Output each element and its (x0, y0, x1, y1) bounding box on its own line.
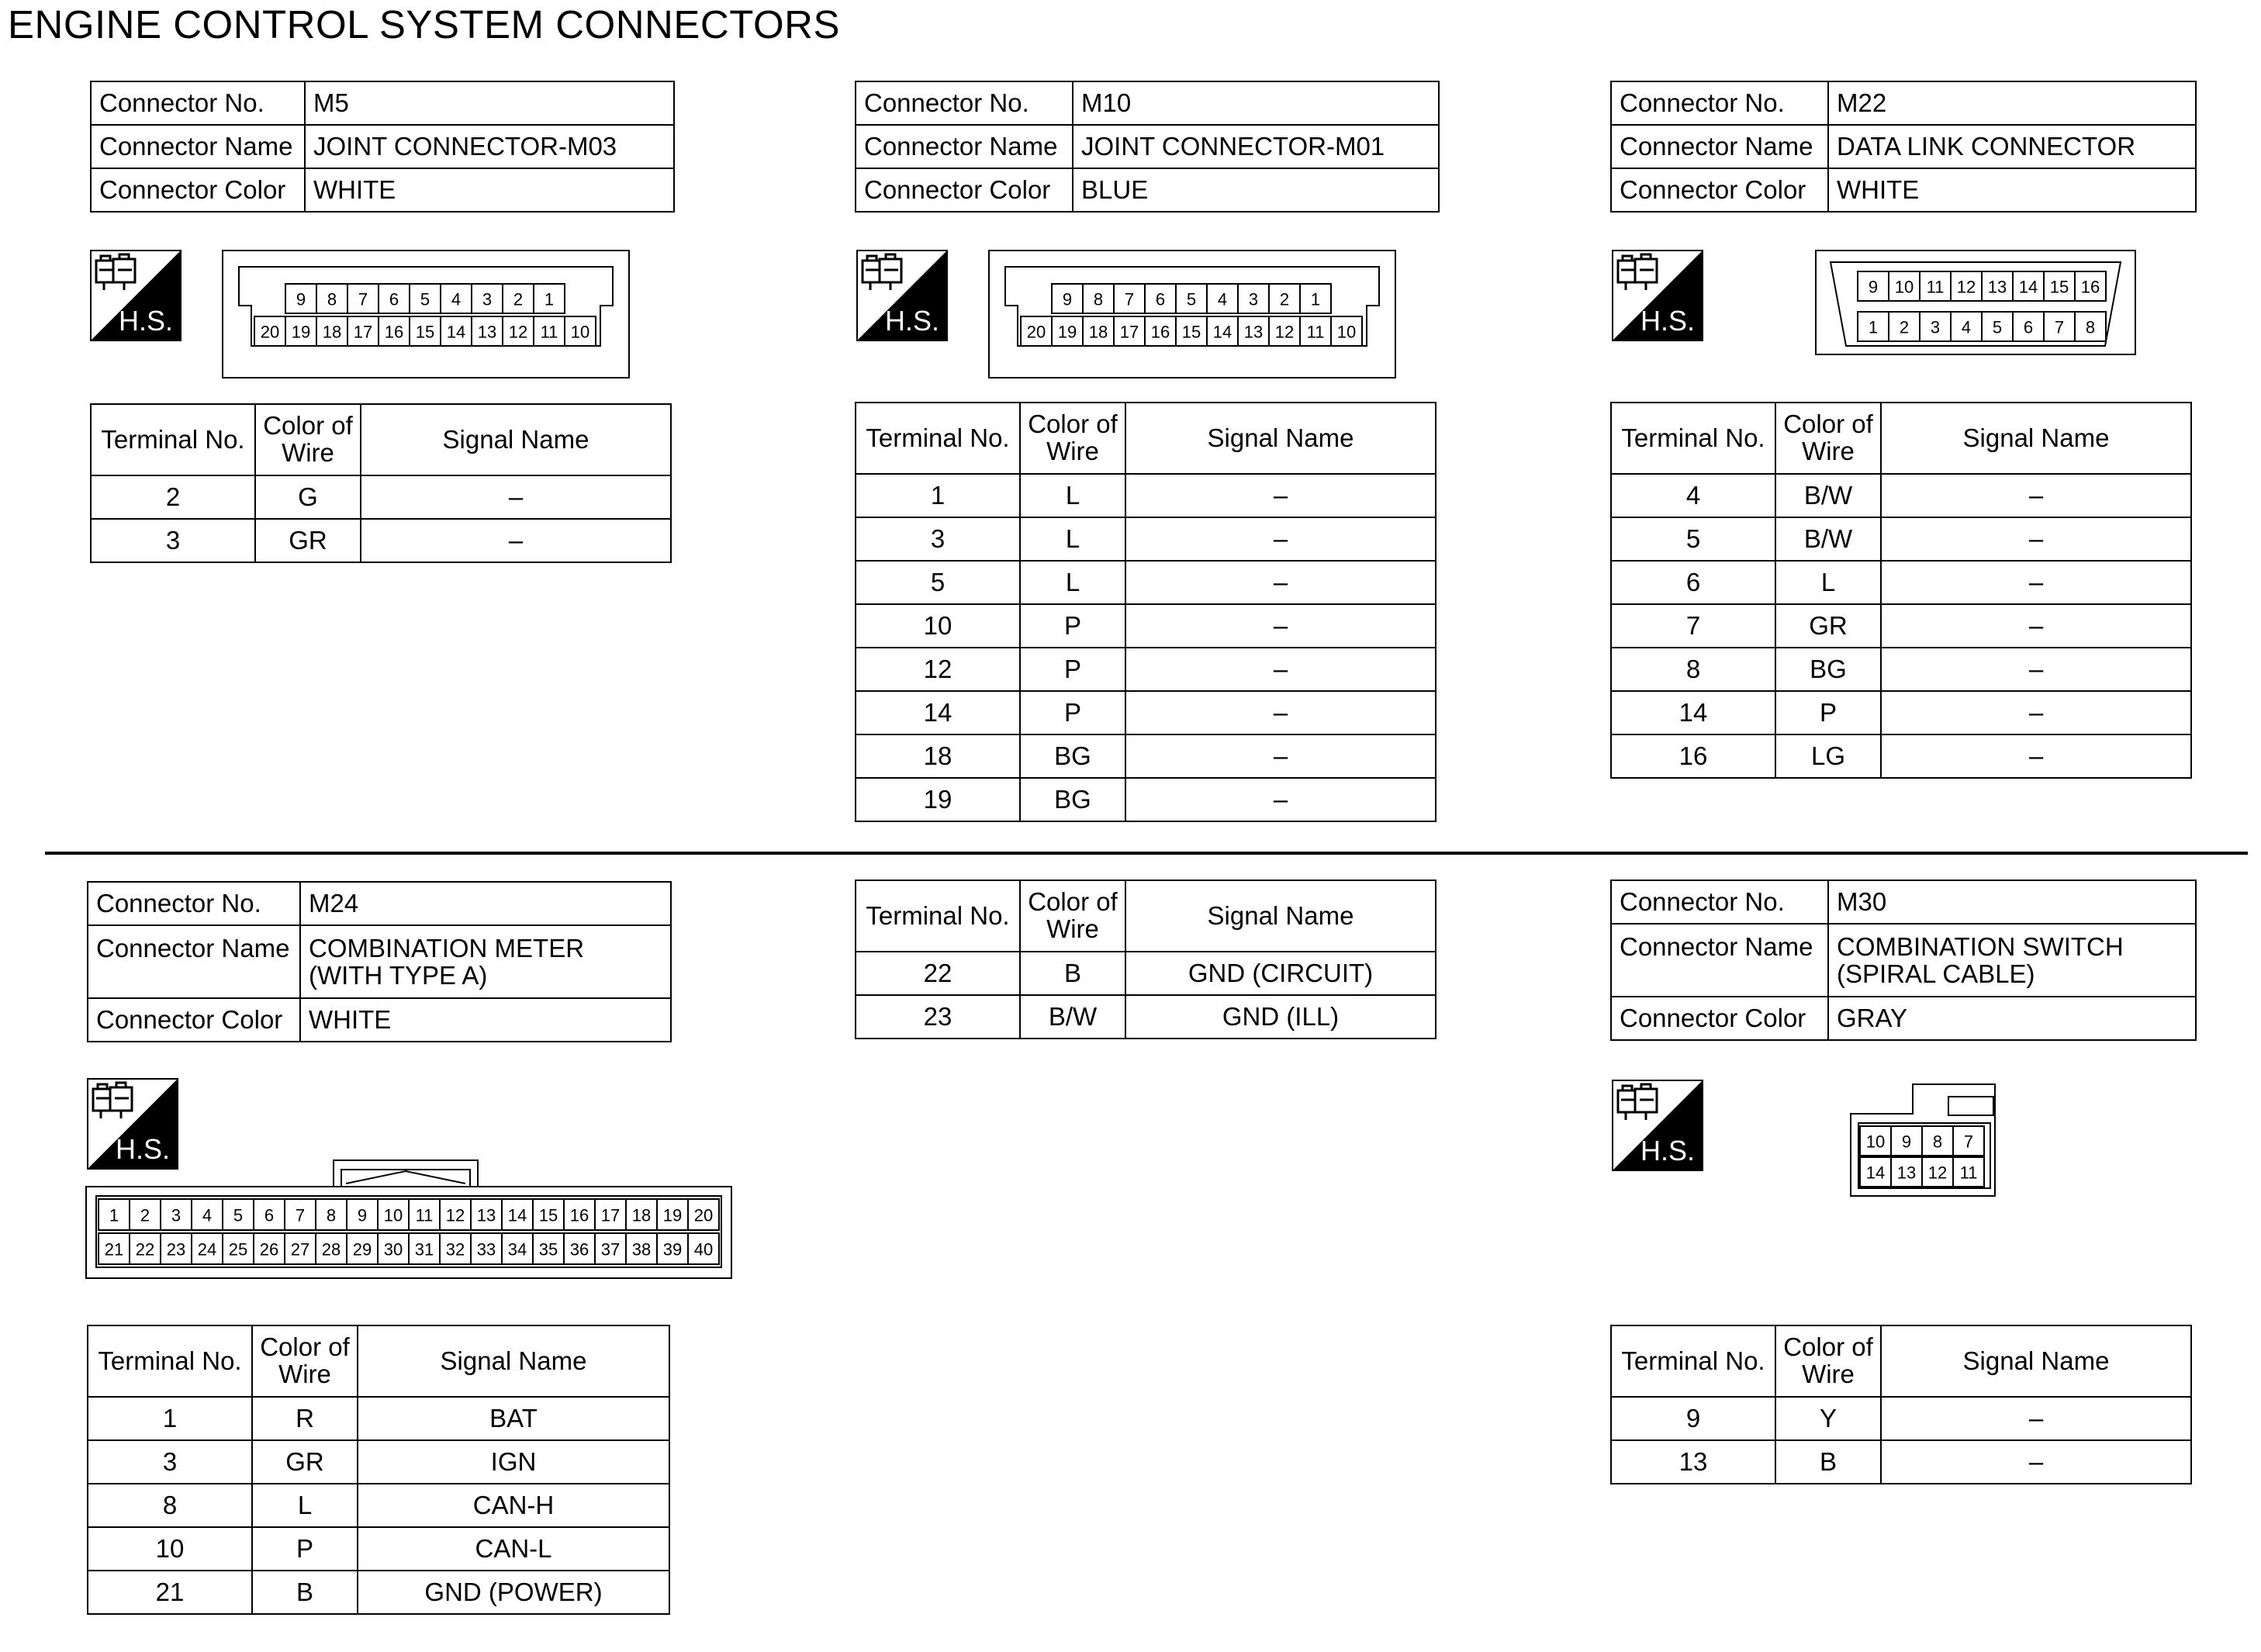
pin-number: 7 (1124, 289, 1135, 309)
terminal-number: 14 (856, 691, 1020, 734)
pin-number: 11 (1306, 322, 1325, 342)
pin-number: 16 (384, 322, 404, 342)
connector-color-value: WHITE (300, 998, 671, 1042)
wire-color: L (1020, 517, 1125, 561)
terminal-number: 3 (856, 517, 1020, 561)
pin-number: 24 (197, 1239, 217, 1260)
terminal-number: 8 (88, 1484, 252, 1527)
pin-number: 4 (1961, 317, 1972, 337)
pin-number: 16 (1150, 322, 1170, 342)
header-terminal-no: Terminal No. (856, 880, 1020, 952)
wire-color: L (252, 1484, 358, 1527)
pin-number: 1 (1868, 317, 1879, 337)
pin-number: 30 (383, 1239, 403, 1260)
connector-face-m5 (222, 250, 630, 378)
pin-number: 36 (569, 1239, 589, 1260)
pin-number: 19 (291, 322, 311, 342)
pin-number: 14 (2018, 277, 2038, 297)
pin-number: 15 (538, 1205, 558, 1225)
terminal-number: 18 (856, 734, 1020, 778)
pin-number: 5 (1992, 317, 2003, 337)
pin-number: 20 (260, 322, 280, 342)
terminal-number: 1 (88, 1397, 252, 1440)
label-connector-no: Connector No. (1611, 880, 1828, 924)
wire-color: B (252, 1571, 358, 1614)
connector-no-value: M22 (1828, 81, 2196, 125)
label-connector-color: Connector Color (88, 998, 300, 1042)
terminal-row (1611, 1440, 2191, 1484)
header-signal-name: Signal Name (361, 404, 671, 475)
pin-number: 13 (1243, 322, 1264, 342)
terminal-number: 6 (1611, 561, 1775, 604)
terminal-row (1611, 517, 2191, 561)
pin-number: 17 (353, 322, 373, 342)
signal-name: – (1881, 734, 2191, 778)
pin-number: 11 (415, 1205, 434, 1225)
wire-color: BG (1020, 734, 1125, 778)
wire-color: G (255, 475, 361, 519)
terminal-number: 21 (88, 1571, 252, 1614)
connector-face-m10 (988, 250, 1396, 378)
pin-number: 12 (1956, 277, 1976, 297)
wire-color: BG (1775, 648, 1881, 691)
pin-number: 38 (631, 1239, 652, 1260)
terminal-number: 12 (856, 648, 1020, 691)
wire-color: B (1020, 952, 1125, 995)
wire-color: B/W (1775, 517, 1881, 561)
pin-number: 10 (1865, 1132, 1886, 1152)
pin-number: 31 (414, 1239, 434, 1260)
terminal-row (1611, 691, 2191, 734)
pin-number: 19 (662, 1205, 683, 1225)
pin-number: 14 (446, 322, 466, 342)
connector-face-m22 (1815, 250, 2136, 358)
signal-name: – (1125, 561, 1436, 604)
header-color-of-wire: Color of Wire (252, 1325, 358, 1397)
pin-number: 2 (513, 289, 524, 309)
label-connector-no: Connector No. (856, 81, 1073, 125)
terminal-row (91, 475, 671, 519)
header-color-of-wire: Color of Wire (1020, 880, 1125, 952)
terminal-row (1611, 604, 2191, 648)
connector-color-value: BLUE (1073, 168, 1439, 212)
header-signal-name: Signal Name (358, 1325, 669, 1397)
terminal-number: 13 (1611, 1440, 1775, 1484)
hs-label: H.S. (1640, 305, 1696, 337)
pin-number: 19 (1057, 322, 1077, 342)
signal-name: – (1881, 604, 2191, 648)
terminal-row (88, 1527, 669, 1571)
pin-number: 14 (1865, 1163, 1886, 1183)
label-connector-name: Connector Name (88, 925, 300, 998)
pin-number: 25 (228, 1239, 248, 1260)
pin-number: 15 (1181, 322, 1201, 342)
pin-number: 33 (476, 1239, 496, 1260)
signal-name: CAN-L (358, 1527, 669, 1571)
wire-color: P (1020, 604, 1125, 648)
wire-color: BG (1020, 778, 1125, 821)
pin-number: 20 (693, 1205, 714, 1225)
pin-number: 18 (1088, 322, 1108, 342)
harness-side-icon (1612, 250, 1703, 341)
wire-color: L (1775, 561, 1881, 604)
signal-name: IGN (358, 1440, 669, 1484)
terminal-number: 8 (1611, 648, 1775, 691)
terminal-row (856, 561, 1436, 604)
wire-color: R (252, 1397, 358, 1440)
label-connector-name: Connector Name (91, 125, 305, 168)
pin-number: 15 (415, 322, 435, 342)
pin-number: 8 (1093, 289, 1104, 309)
wire-color: GR (255, 519, 361, 562)
pin-number: 7 (358, 289, 368, 309)
pin-number: 17 (1119, 322, 1139, 342)
pin-number: 9 (1901, 1132, 1912, 1152)
connector-color-value: GRAY (1828, 997, 2196, 1040)
signal-name: – (1881, 474, 2191, 517)
pin-number: 12 (445, 1205, 465, 1225)
terminal-number: 16 (1611, 734, 1775, 778)
label-connector-name: Connector Name (1611, 924, 1828, 997)
terminal-row (856, 952, 1436, 995)
pin-number: 13 (477, 322, 497, 342)
terminal-row (1611, 648, 2191, 691)
pin-number: 10 (383, 1205, 403, 1225)
signal-name: – (1125, 474, 1436, 517)
section-divider (45, 852, 2248, 855)
connector-info-m22 (1610, 81, 2197, 213)
pin-number: 35 (538, 1239, 558, 1260)
terminal-row (856, 604, 1436, 648)
pin-number: 3 (482, 289, 493, 309)
harness-side-icon (90, 250, 182, 341)
hs-label: H.S. (115, 1133, 171, 1165)
header-signal-name: Signal Name (1125, 403, 1436, 474)
hs-label: H.S. (884, 305, 940, 337)
terminal-row (856, 734, 1436, 778)
terminal-row (88, 1571, 669, 1614)
terminal-number: 3 (91, 519, 255, 562)
pin-number: 5 (420, 289, 430, 309)
label-connector-no: Connector No. (88, 882, 300, 925)
pin-number: 2 (1899, 317, 1910, 337)
terminal-number: 10 (856, 604, 1020, 648)
label-connector-color: Connector Color (1611, 997, 1828, 1040)
pin-number: 16 (569, 1205, 589, 1225)
connector-info-m10 (855, 81, 1440, 213)
pin-number: 18 (631, 1205, 652, 1225)
connector-color-value: WHITE (1828, 168, 2196, 212)
pin-number: 21 (104, 1239, 124, 1260)
pin-number: 8 (327, 289, 337, 309)
pin-number: 17 (600, 1205, 621, 1225)
signal-name: GND (ILL) (1125, 995, 1436, 1039)
pin-number: 11 (1926, 277, 1945, 297)
pin-number: 9 (296, 289, 306, 309)
signal-name: – (1125, 517, 1436, 561)
pin-number: 13 (1896, 1163, 1917, 1183)
connector-no-value: M10 (1073, 81, 1439, 125)
wire-color: GR (252, 1440, 358, 1484)
pin-number: 12 (1274, 322, 1295, 342)
label-connector-no: Connector No. (91, 81, 305, 125)
label-connector-name: Connector Name (856, 125, 1073, 168)
signal-name: CAN-H (358, 1484, 669, 1527)
pin-number: 11 (540, 322, 558, 342)
terminal-table-m24-continued (855, 880, 1436, 1039)
signal-name: – (1125, 778, 1436, 821)
pin-number: 32 (445, 1239, 465, 1260)
pin-number: 13 (476, 1205, 496, 1225)
wire-color: P (1020, 648, 1125, 691)
page-title: ENGINE CONTROL SYSTEM CONNECTORS (8, 2, 840, 47)
hs-label: H.S. (118, 305, 174, 337)
pin-number: 18 (322, 322, 342, 342)
signal-name: – (361, 519, 671, 562)
signal-name: – (1125, 691, 1436, 734)
terminal-table-m24 (87, 1325, 670, 1615)
terminal-table-m30 (1610, 1325, 2192, 1484)
terminal-row (856, 648, 1436, 691)
pin-number: 10 (1894, 277, 1914, 297)
header-signal-name: Signal Name (1881, 403, 2191, 474)
pin-number: 9 (1062, 289, 1073, 309)
wire-color: B/W (1775, 474, 1881, 517)
terminal-number: 19 (856, 778, 1020, 821)
connector-no-value: M5 (305, 81, 674, 125)
terminal-number: 9 (1611, 1397, 1775, 1440)
pin-number: 15 (2049, 277, 2069, 297)
pin-number: 6 (389, 289, 399, 309)
pin-number: 26 (259, 1239, 279, 1260)
pin-number: 9 (357, 1205, 368, 1225)
terminal-row (1611, 561, 2191, 604)
pin-number: 6 (264, 1205, 275, 1225)
pin-number: 7 (1963, 1132, 1974, 1152)
signal-name: – (1881, 648, 2191, 691)
signal-name: GND (POWER) (358, 1571, 669, 1614)
connector-face-m24 (85, 1159, 732, 1280)
terminal-number: 2 (91, 475, 255, 519)
pin-number: 29 (352, 1239, 372, 1260)
harness-side-icon (856, 250, 948, 341)
header-terminal-no: Terminal No. (1611, 1325, 1775, 1397)
terminal-number: 4 (1611, 474, 1775, 517)
harness-side-icon (87, 1078, 178, 1170)
pin-number: 10 (1336, 322, 1357, 342)
header-color-of-wire: Color of Wire (1775, 403, 1881, 474)
header-color-of-wire: Color of Wire (1775, 1325, 1881, 1397)
terminal-row (1611, 474, 2191, 517)
pin-number: 7 (2054, 317, 2065, 337)
connector-name-value: DATA LINK CONNECTOR (1828, 125, 2196, 168)
pin-number: 22 (135, 1239, 155, 1260)
pin-number: 4 (1217, 289, 1228, 309)
terminal-row (88, 1484, 669, 1527)
terminal-table-m22 (1610, 402, 2192, 779)
pin-number: 8 (326, 1205, 337, 1225)
pin-number: 10 (570, 322, 590, 342)
signal-name: – (1881, 517, 2191, 561)
signal-name: – (1125, 734, 1436, 778)
pin-number: 5 (1186, 289, 1197, 309)
connector-name-value: JOINT CONNECTOR-M01 (1073, 125, 1439, 168)
pin-number: 39 (662, 1239, 683, 1260)
pin-number: 6 (2023, 317, 2034, 337)
wire-color: GR (1775, 604, 1881, 648)
pin-number: 2 (1279, 289, 1290, 309)
signal-name: – (1881, 561, 2191, 604)
wire-color: P (1775, 691, 1881, 734)
signal-name: – (1881, 1440, 2191, 1484)
pin-number: 4 (451, 289, 462, 309)
terminal-row (856, 778, 1436, 821)
signal-name: – (1881, 691, 2191, 734)
terminal-row (88, 1440, 669, 1484)
terminal-number: 5 (1611, 517, 1775, 561)
wire-color: Y (1775, 1397, 1881, 1440)
pin-number: 6 (1155, 289, 1166, 309)
signal-name: – (1125, 604, 1436, 648)
pin-number: 3 (1930, 317, 1941, 337)
label-connector-color: Connector Color (91, 168, 305, 212)
terminal-table-m10 (855, 402, 1436, 822)
signal-name: – (361, 475, 671, 519)
terminal-number: 5 (856, 561, 1020, 604)
pin-number: 16 (2080, 277, 2100, 297)
wire-color: B/W (1020, 995, 1125, 1039)
header-color-of-wire: Color of Wire (1020, 403, 1125, 474)
label-connector-color: Connector Color (856, 168, 1073, 212)
pin-number: 12 (508, 322, 528, 342)
pin-number: 3 (1248, 289, 1259, 309)
connector-info-m24 (87, 881, 672, 1042)
header-color-of-wire: Color of Wire (255, 404, 361, 475)
pin-number: 37 (600, 1239, 621, 1260)
pin-number: 1 (109, 1205, 119, 1225)
pin-number: 13 (1987, 277, 2007, 297)
pin-number: 11 (1959, 1163, 1978, 1183)
connector-no-value: M30 (1828, 880, 2196, 924)
wire-color: LG (1775, 734, 1881, 778)
label-connector-name: Connector Name (1611, 125, 1828, 168)
pin-number: 3 (171, 1205, 182, 1225)
pin-number: 7 (295, 1205, 306, 1225)
connector-name-value: COMBINATION SWITCH (SPIRAL CABLE) (1828, 924, 2196, 997)
wire-color: L (1020, 474, 1125, 517)
terminal-number: 22 (856, 952, 1020, 995)
pin-number: 34 (507, 1239, 527, 1260)
signal-name: – (1881, 1397, 2191, 1440)
label-connector-no: Connector No. (1611, 81, 1828, 125)
pin-number: 20 (1026, 322, 1046, 342)
signal-name: BAT (358, 1397, 669, 1440)
pin-number: 5 (233, 1205, 244, 1225)
connector-info-m5 (90, 81, 675, 213)
wire-color: L (1020, 561, 1125, 604)
terminal-row (1611, 1397, 2191, 1440)
wire-color: P (1020, 691, 1125, 734)
pin-number: 4 (202, 1205, 213, 1225)
pin-number: 28 (321, 1239, 341, 1260)
terminal-number: 23 (856, 995, 1020, 1039)
pin-number: 9 (1868, 277, 1879, 297)
terminal-number: 7 (1611, 604, 1775, 648)
header-terminal-no: Terminal No. (91, 404, 255, 475)
terminal-number: 1 (856, 474, 1020, 517)
pin-number: 1 (1310, 289, 1321, 309)
pin-number: 14 (1212, 322, 1232, 342)
pin-number: 8 (1932, 1132, 1943, 1152)
connector-info-m30 (1610, 880, 2197, 1041)
header-terminal-no: Terminal No. (1611, 403, 1775, 474)
connector-name-value: COMBINATION METER (WITH TYPE A) (300, 925, 671, 998)
pin-number: 27 (290, 1239, 310, 1260)
connector-face-m30 (1849, 1083, 1998, 1198)
signal-name: – (1125, 648, 1436, 691)
terminal-number: 10 (88, 1527, 252, 1571)
terminal-row (856, 691, 1436, 734)
terminal-row (1611, 734, 2191, 778)
pin-number: 40 (693, 1239, 714, 1260)
wire-color: P (252, 1527, 358, 1571)
signal-name: GND (CIRCUIT) (1125, 952, 1436, 995)
terminal-number: 3 (88, 1440, 252, 1484)
pin-number: 2 (140, 1205, 150, 1225)
harness-side-icon (1612, 1080, 1703, 1171)
pin-number: 8 (2085, 317, 2096, 337)
header-terminal-no: Terminal No. (856, 403, 1020, 474)
terminal-table-m5 (90, 403, 672, 563)
terminal-row (856, 474, 1436, 517)
header-terminal-no: Terminal No. (88, 1325, 252, 1397)
header-signal-name: Signal Name (1881, 1325, 2191, 1397)
terminal-row (91, 519, 671, 562)
connector-no-value: M24 (300, 882, 671, 925)
connector-color-value: WHITE (305, 168, 674, 212)
terminal-row (856, 517, 1436, 561)
pin-number: 14 (507, 1205, 527, 1225)
header-signal-name: Signal Name (1125, 880, 1436, 952)
terminal-row (856, 995, 1436, 1039)
terminal-row (88, 1397, 669, 1440)
pin-number: 23 (166, 1239, 186, 1260)
connector-name-value: JOINT CONNECTOR-M03 (305, 125, 674, 168)
pin-number: 1 (544, 289, 555, 309)
pin-number: 12 (1927, 1163, 1948, 1183)
terminal-number: 14 (1611, 691, 1775, 734)
wire-color: B (1775, 1440, 1881, 1484)
label-connector-color: Connector Color (1611, 168, 1828, 212)
hs-label: H.S. (1640, 1135, 1696, 1166)
